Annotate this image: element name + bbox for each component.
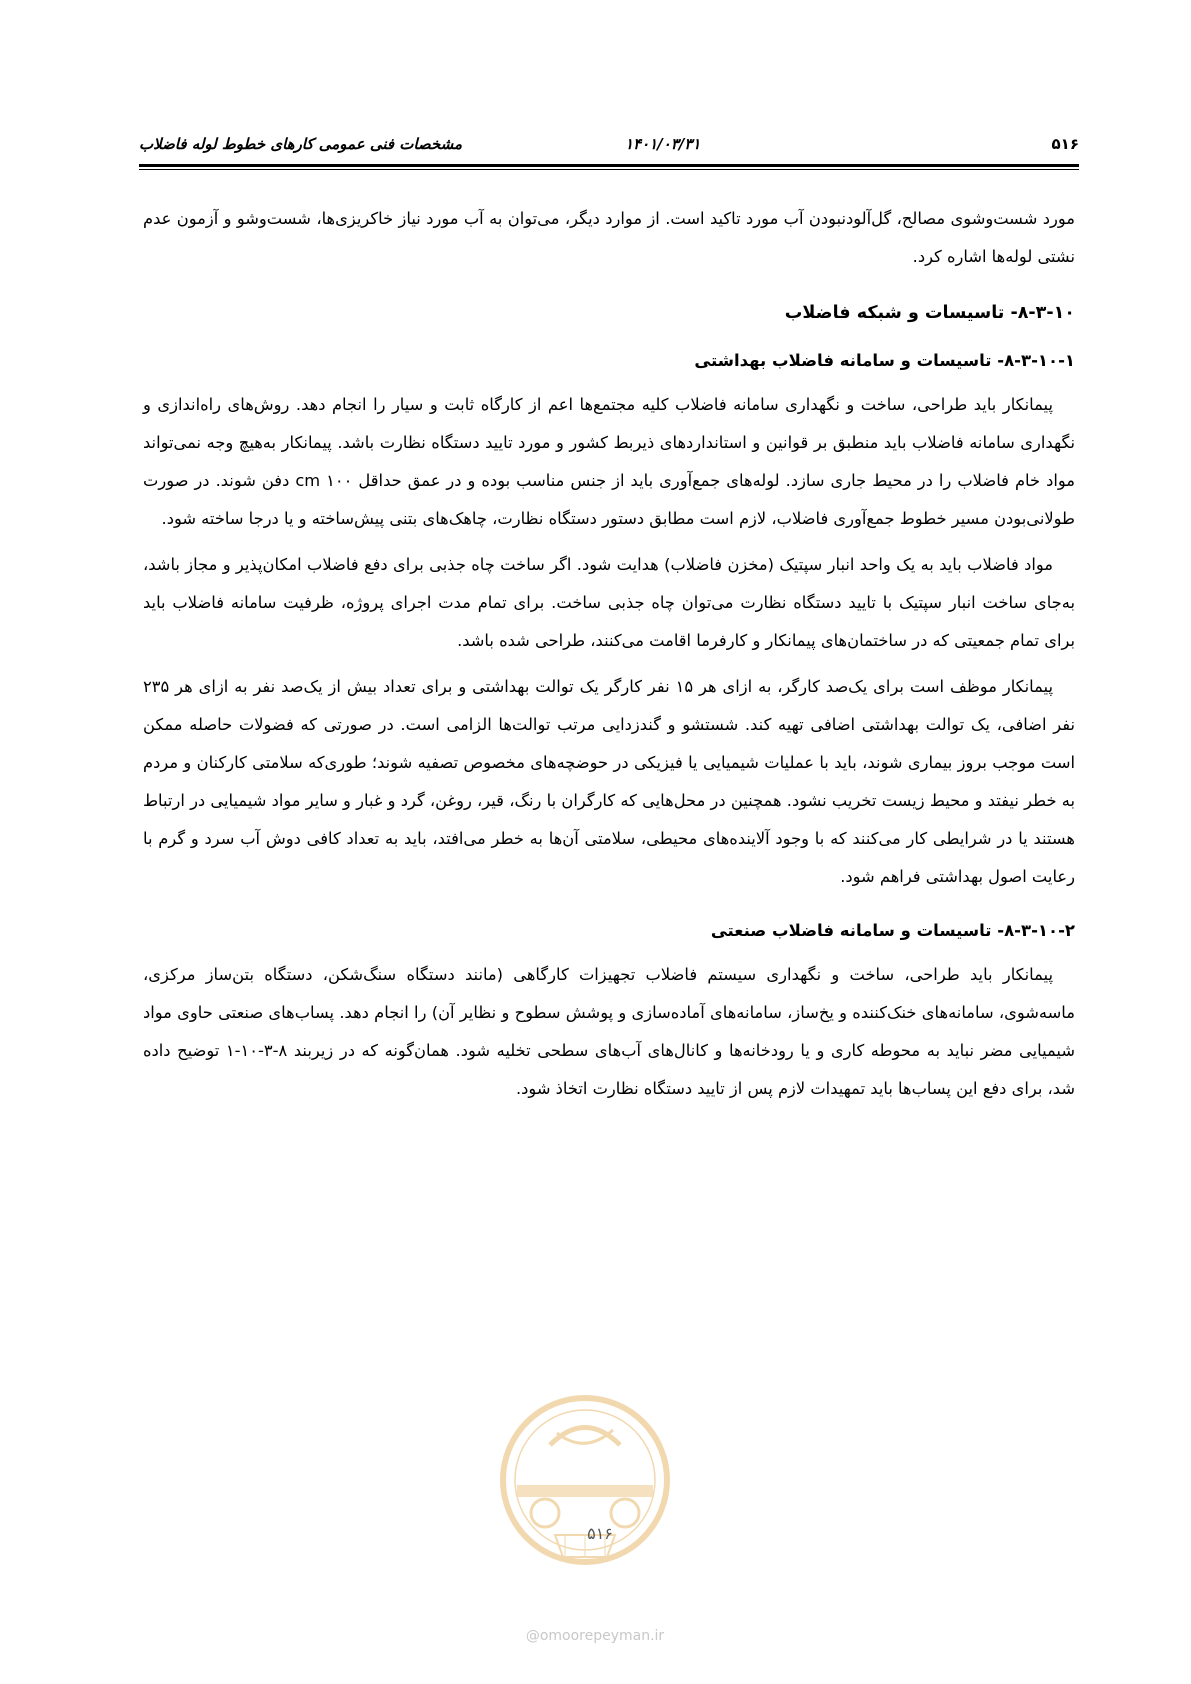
paragraph: مواد فاضلاب باید به یک واحد انبار سپتیک (مخزن فاضلاب) هدایت شود. اگر ساخت چاه جذبی برای دفع فاضلاب امکان‌پذیر و مجاز باشد، به‌جای ساخت انبار سپتیک با تایید دستگاه نظارت می‌توان چاه جذبی ساخت. برای تمام مدت اجرای پروژه، ظرفیت سامانه فاضلاب باید برای تمام جمعیتی که در ساختمان‌های پیمانکار و کارفرما اقامت می‌کنند، طراحی شده باشد. bbox=[143, 555, 1075, 650]
intro-paragraph: مورد شست‌وشوی مصالح، گل‌آلودنبودن آب مورد تاکید است. از موارد دیگر، می‌توان به آب مورد نیاز خاکریزی‌ها، شست‌وشو و آزمون عدم نشتی لوله‌ها اشاره کرد. bbox=[143, 209, 1075, 266]
watermark-seal-icon bbox=[495, 1385, 675, 1575]
paragraph: پیمانکار باید طراحی، ساخت و نگهداری سامانه فاضلاب کلیه مجتمع‌ها اعم از کارگاه ثابت و سیار را انجام دهد. روش‌های راه‌اندازی و نگهداری سامانه فاضلاب باید منطبق بر قوانین و استانداردهای ذیربط کشور و مورد تایید دستگاه نظارت باشد. پیمانکار به‌هیچ وجه نمی‌تواند مواد خام فاضلاب را در محیط جاری سازد. لوله‌های جمع‌آوری باید از جنس مناسب بوده و در عمق حداقل ۱۰۰ cm دفن شوند. در صورت طولانی‌بودن مسیر خطوط جمع‌آوری فاضلاب، لازم است مطابق دستور دستگاه نظارت، چاهک‌های بتنی پیش‌ساخته و یا درجا ساخته شود. bbox=[143, 395, 1075, 528]
subsection-heading-industrial: ۸-۳-۱۰-۲- تاسیسات و سامانه فاضلاب صنعتی bbox=[710, 921, 1075, 940]
watermark-page-number: ۵۱۶ bbox=[587, 1524, 613, 1543]
header-page-number: ۵۱۶ bbox=[1051, 135, 1079, 153]
header-date: ۱۴۰۱/۰۳/۳۱ bbox=[625, 135, 701, 153]
paragraph: پیمانکار موظف است برای یک‌صد کارگر، به ازای هر ۱۵ نفر کارگر یک توالت بهداشتی و برای تعداد بیش از یک‌صد نفر به ازای هر ۲۳۵ نفر اضافی، یک توالت بهداشتی اضافی تهیه کند. شستشو و گندزدایی مرتب توالت‌ها الزامی است. در صورتی که فضولات حاصله ممکن است موجب بروز بیماری شوند، باید با عملیات شیمیایی یا فیزیکی در حوضچه‌های مخصوص تصفیه شوند؛ طوری‌که سلامتی کارکنان و مردم به خطر نیفتد و محیط زیست تخریب نشود. همچنین در محل‌هایی که کارگران با رنگ، قیر، روغن، گرد و غبار و سایر مواد شیمیایی در ارتباط هستند یا در شرایطی کار می‌کنند که با وجود آلاینده‌های محیطی، سلامتی آن‌ها به خطر می‌افتد، باید به تعداد کافی دوش آب سرد و گرم با رعایت اصول بهداشتی فراهم شود. bbox=[143, 677, 1075, 886]
header-title: مشخصات فنی عمومی کارهای خطوط لوله فاضلاب bbox=[139, 135, 463, 153]
section-heading: ۸-۳-۱۰- تاسیسات و شبکه فاضلاب bbox=[784, 303, 1075, 323]
subsection-heading-sanitary: ۸-۳-۱۰-۱- تاسیسات و سامانه فاضلاب بهداشتی bbox=[694, 351, 1075, 370]
running-header bbox=[139, 125, 1079, 155]
header-rule-thick bbox=[139, 164, 1079, 167]
paragraph: پیمانکار باید طراحی، ساخت و نگهداری سیستم فاضلاب تجهیزات کارگاهی (مانند دستگاه سنگ‌شکن، دستگاه بتن‌ساز مرکزی، ماسه‌شوی، سامانه‌های خنک‌کننده و یخ‌ساز، سامانه‌های آماده‌سازی و پوشش سطوح و نظایر آن) را انجام دهد. پساب‌های صنعتی حاوی مواد شیمیایی مضر نباید به محوطه کاری و یا رودخانه‌ها و کانال‌های آب‌های سطحی تخلیه شود. همان‌گونه که در زیربند ۸-۳-۱۰-۱ توضیح داده شد، برای دفع این پساب‌ها باید تمهیدات لازم پس از تایید دستگاه نظارت اتخاذ شود. bbox=[143, 965, 1075, 1098]
header-rule-thin bbox=[139, 169, 1079, 170]
watermark-url: @omoorepeyman.ir bbox=[525, 1628, 665, 1644]
document-body bbox=[143, 200, 1075, 1116]
